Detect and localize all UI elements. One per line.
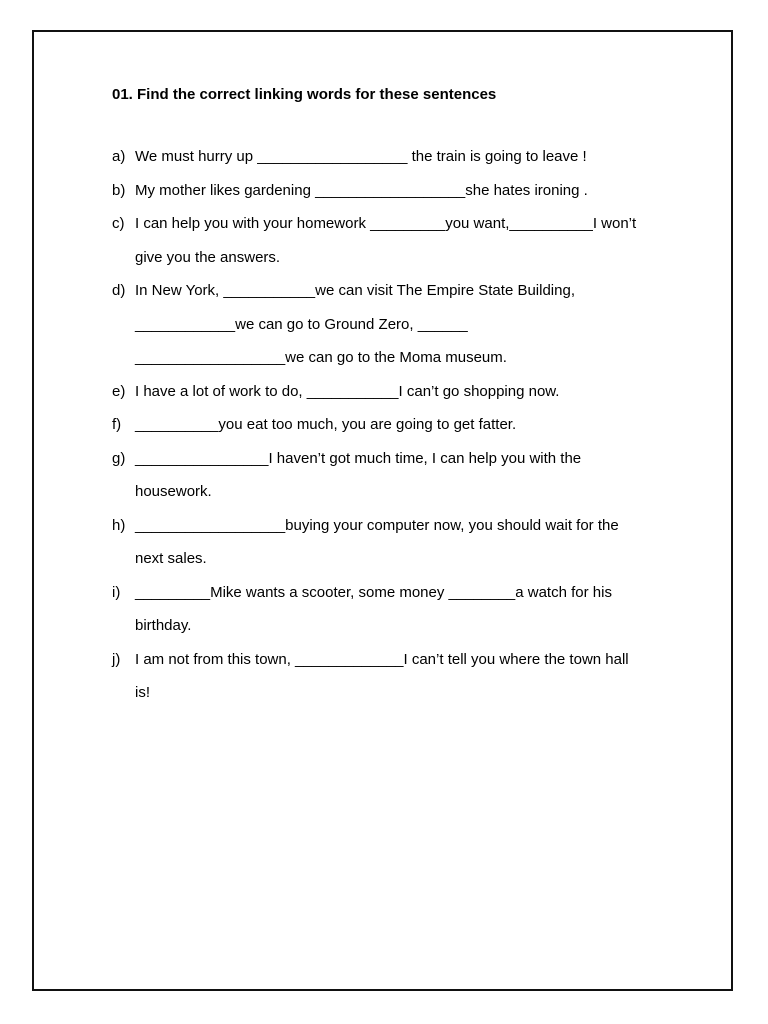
exercise-item (112, 408, 672, 442)
item-letter: i) (112, 583, 121, 601)
item-letter: g) (112, 449, 126, 467)
item-text-line: birthday. (135, 617, 192, 634)
worksheet-page (32, 30, 733, 991)
item-letter: e) (112, 382, 126, 400)
item-letter: f) (112, 416, 122, 433)
exercise-item (112, 509, 672, 576)
item-text-line: __________________buying your computer now, you should wait for the (135, 516, 619, 534)
item-text-line: housework. (135, 483, 212, 500)
exercise-item (112, 643, 672, 710)
item-letter: b) (112, 181, 126, 199)
exercise-list (112, 140, 672, 710)
item-text-line: I have a lot of work to do, ___________I can’t go shopping now. (135, 382, 560, 400)
exercise-item (112, 274, 672, 375)
item-letter: d) (112, 282, 126, 299)
exercise-item (112, 140, 672, 174)
item-text-line: I am not from this town, _____________I can’t tell you where the town hall (135, 650, 629, 668)
item-text-line: next sales. (135, 550, 207, 567)
item-text-line: ________________I haven’t got much time, I can help you with the (135, 449, 582, 467)
item-letter: c) (112, 215, 125, 232)
item-text-line: We must hurry up __________________ the train is going to leave ! (135, 148, 587, 165)
exercise-item (112, 207, 672, 274)
exercise-title: 01. Find the correct linking words for these sentences (112, 86, 497, 103)
exercise-item (112, 442, 672, 509)
item-letter: j) (112, 650, 121, 668)
item-text-line: give you the answers. (135, 248, 281, 266)
item-letter: a) (112, 148, 126, 165)
item-text-line: is! (135, 684, 150, 701)
exercise-item (112, 576, 672, 643)
item-text-line: In New York, ___________we can visit The Empire State Building, (135, 282, 575, 299)
exercise-item (112, 174, 672, 208)
item-text-line: I can help you with your homework _________you want,__________I won’t (135, 215, 637, 232)
item-text-line: ____________we can go to Ground Zero, ______ (135, 315, 468, 333)
item-letter: h) (112, 516, 126, 534)
item-text-line: My mother likes gardening __________________she hates ironing . (135, 181, 588, 199)
exercise-item (112, 375, 672, 409)
item-text-line: _________Mike wants a scooter, some money ________a watch for his (135, 583, 612, 601)
item-text-line: __________________we can go to the Moma museum. (135, 349, 507, 366)
item-text-line: __________you eat too much, you are going to get fatter. (135, 416, 517, 433)
